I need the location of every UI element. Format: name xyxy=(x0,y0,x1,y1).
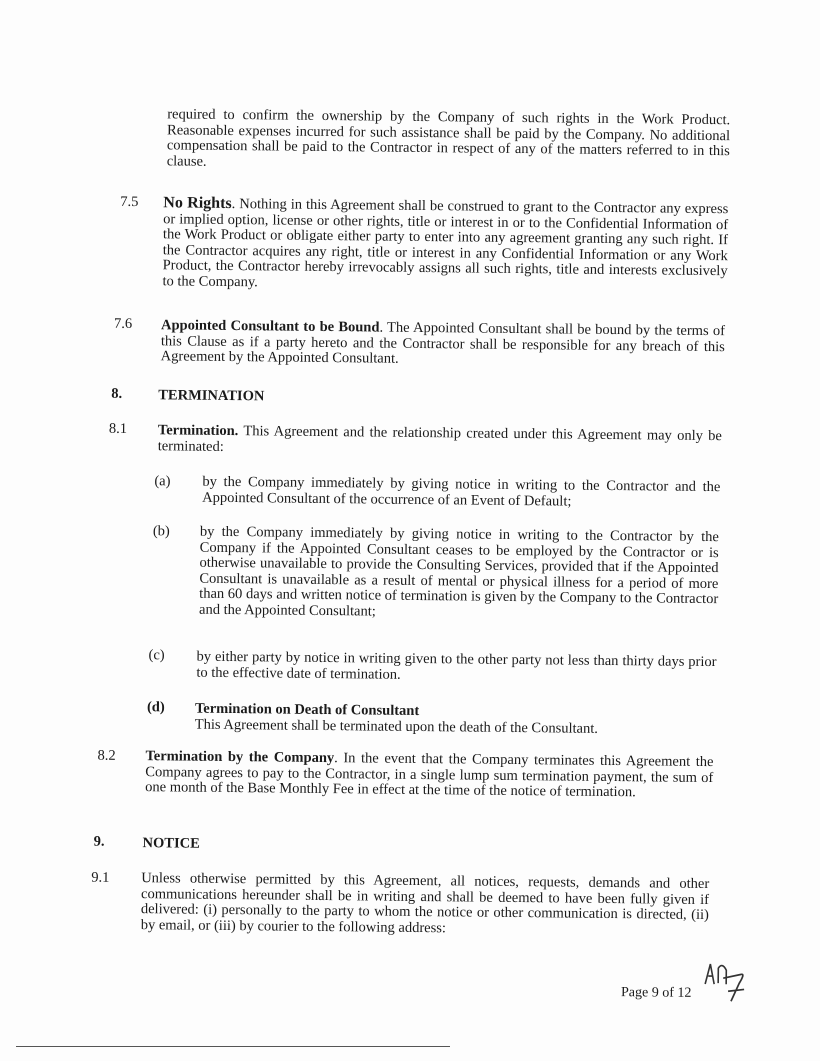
clause-8-2-text: . In the event that the Company terminates this Agreement the Company agrees to pay to the Contractor, in a single lump sum termination payment, the sum of one month of the Base Monthly Fee in effect at the time of the notice of termination. xyxy=(145,750,714,801)
item-b-label: (b) xyxy=(152,523,170,540)
clause-7-5 xyxy=(162,195,728,295)
item-c-label: (c) xyxy=(148,647,165,664)
clause-7-5-text: . Nothing in this Agreement shall be construed to grant to the Contractor any express or implied option, license or other rights, title or interest in or to the Confidential Information of the Work Product or obligate either party to enter into any agreement granting any such right. If the Contractor acquires any right, title or interest in any Confidential Information or any Work Product, the Contractor hereby irrevocably assigns all such rights, title and interests exclusively to the Company. xyxy=(162,196,729,290)
clause-8-1-number: 8.1 xyxy=(108,420,128,437)
item-d-title: Termination on Death of Consultant xyxy=(194,700,420,720)
item-a-label: (a) xyxy=(154,473,171,490)
section-8-heading: TERMINATION xyxy=(158,387,265,405)
item-a-text: by the Company immediately by giving notice in writing to the Contractor and the Appointed Consultant of the occurrence of an Event of Default; xyxy=(202,473,721,510)
section-8-number: 8. xyxy=(111,385,123,402)
clause-8-1-title: Termination. xyxy=(157,422,239,440)
clause-7-5-number: 7.5 xyxy=(120,193,139,211)
item-d xyxy=(195,702,655,738)
section-9-number: 9. xyxy=(93,833,105,850)
clause-8-2 xyxy=(145,749,713,801)
item-b-text: by the Company immediately by giving notice in writing to the Contractor by the Company if the Appointed Consultant ceases to be employed by the Contractor or is otherwise unavailable to provide the Consulting Services, provided that if the Appointed Consultant is unavailable as a result of mental or physical illness for a period of more than 60 days and written notice of termination is given by the Company to the Contractor and the Appointed Consultant; xyxy=(198,523,719,620)
section-9-heading: NOTICE xyxy=(142,835,200,852)
clause-7-5-title: No Rights xyxy=(163,194,232,213)
page-number: Page 9 of 12 xyxy=(620,985,692,1001)
clause-7-6-text: . The Appointed Consultant shall be bound by the terms of this Clause as if a party hereto and the Contractor shall be responsible for any breach of this Agreement by the Appointed Consultant. xyxy=(160,319,726,367)
clause-9-1-text: Unless otherwise permitted by this Agreement, all notices, requests, demands and other communications hereunder shall be in writing and shall be deemed to have been fully given if delivered: (i) personally to the party to whom the notice or other communication is directed, (ii) by email, or (iii) by courier to the following address: xyxy=(140,870,710,936)
clause-7-6 xyxy=(161,318,725,370)
clause-8-1 xyxy=(158,423,722,460)
item-d-text: This Agreement shall be terminated upon the death of the Consultant. xyxy=(194,716,599,737)
item-c-text: by either party by notice in writing given to the other party not less than thirty days prior to the effective date of termination. xyxy=(196,648,717,683)
clause-8-1-text: This Agreement and the relationship created under this Agreement may only be terminated: xyxy=(157,423,722,455)
bottom-rule xyxy=(16,1046,450,1047)
handwritten-initials xyxy=(701,956,752,1007)
clause-8-2-title: Termination by the Company xyxy=(145,748,335,767)
clause-7-6-title: Appointed Consultant to be Bound xyxy=(160,317,380,336)
clause-9-1-number: 9.1 xyxy=(91,869,110,886)
clause-8-2-number: 8.2 xyxy=(97,747,116,764)
continuation-paragraph: required to confirm the ownership by the Company of such rights in the Work Product. Reasonable expenses incurred for such assistance shall be paid by the Company. No additional compensation shall be paid to the Contractor in respect of any of the matters referred to in this clause. xyxy=(166,106,731,170)
item-d-label: (d) xyxy=(146,699,165,716)
clause-7-6-number: 7.6 xyxy=(113,315,133,332)
